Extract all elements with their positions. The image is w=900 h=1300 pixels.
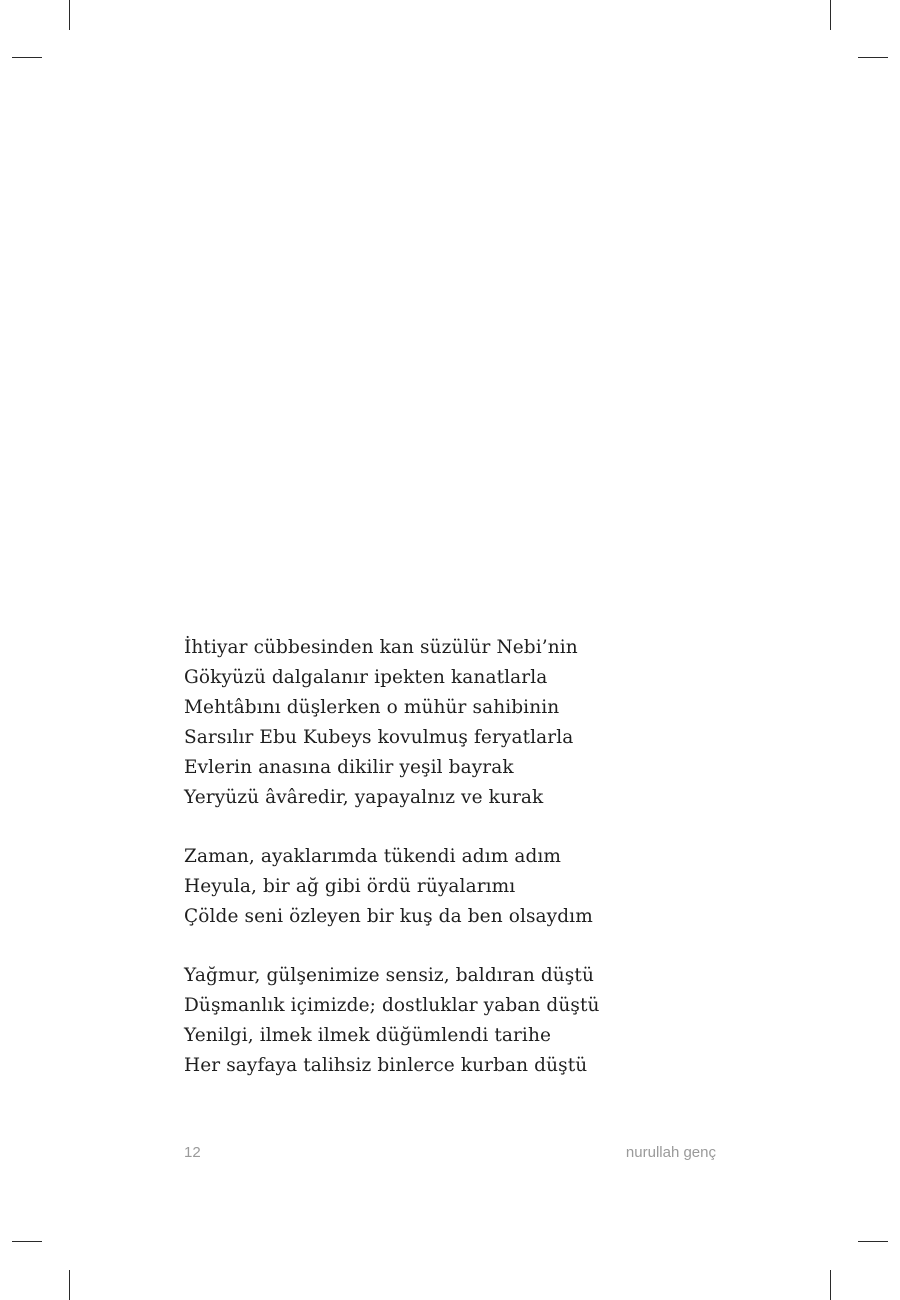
poem-line: Çölde seni özleyen bir kuş da ben olsaydım [184, 906, 593, 927]
poem-line: Yenilgi, ilmek ilmek düğümlendi tarihe [184, 1025, 552, 1046]
poem-line: Zaman, ayaklarımda tükendi adım adım [184, 846, 562, 867]
poem-line: Sarsılır Ebu Kubeys kovulmuş feryatlarla [184, 727, 574, 748]
poem-line: Yağmur, gülşenimize sensiz, baldıran düştü [184, 965, 594, 986]
crop-mark-bottom-right [858, 1241, 888, 1242]
poem-line: Evlerin anasına dikilir yeşil bayrak [184, 757, 514, 778]
poem-line: Her sayfaya talihsiz binlerce kurban düştü [184, 1055, 588, 1076]
poem-line: İhtiyar cübbesinden kan süzülür Nebi’nin [184, 637, 578, 658]
crop-mark-bottom-left [12, 1241, 42, 1242]
poem-stanza-1 [184, 633, 578, 813]
running-footer-author: nurullah genç [625, 1144, 716, 1161]
crop-mark-bottom-right [830, 1270, 831, 1300]
poem-line: Heyula, bir ağ gibi ördü rüyalarımı [184, 876, 516, 897]
poem-line: Düşmanlık içimizde; dostluklar yaban düştü [184, 995, 600, 1016]
crop-mark-bottom-left [69, 1270, 70, 1300]
poem-stanza-3 [184, 961, 600, 1081]
crop-mark-top-right [830, 0, 831, 30]
poem-line: Gökyüzü dalgalanır ipekten kanatlarla [184, 667, 548, 688]
poem-line: Mehtâbını düşlerken o mühür sahibinin [184, 697, 560, 718]
poem-line: Yeryüzü âvâredir, yapayalnız ve kurak [184, 787, 544, 808]
crop-mark-top-left [69, 0, 70, 30]
poem-stanza-2 [184, 842, 593, 932]
crop-mark-top-right [858, 57, 888, 58]
page-number: 12 [184, 1144, 201, 1161]
crop-mark-top-left [12, 57, 42, 58]
